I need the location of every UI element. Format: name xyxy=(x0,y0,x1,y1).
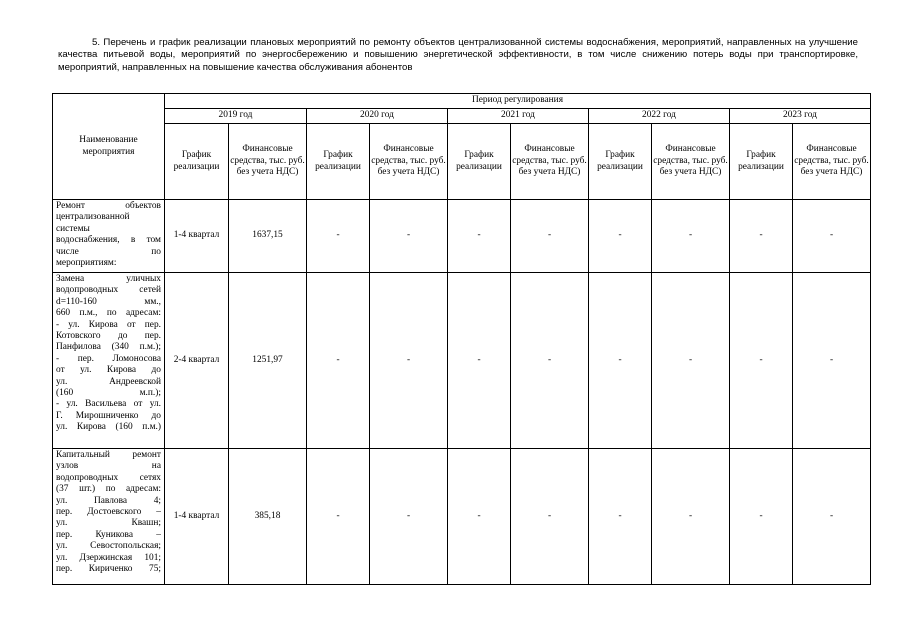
event-name-line: пер. Кириченко 75; xyxy=(56,564,161,575)
schedule-cell-value: - xyxy=(759,230,763,241)
schedule-column-header xyxy=(448,124,511,200)
finance-cell-value: - xyxy=(688,230,693,241)
finance-cell xyxy=(229,273,307,449)
finance-cell-value: - xyxy=(688,510,693,521)
year-header xyxy=(730,109,871,124)
schedule-column-label: График реализации xyxy=(738,150,784,172)
schedule-cell-value: - xyxy=(477,510,481,521)
finance-cell xyxy=(511,449,589,585)
event-name-line: Г. Мирошниченко до xyxy=(56,410,161,421)
finance-cell xyxy=(793,273,871,449)
schedule-column-label: График реализации xyxy=(173,150,220,172)
schedule-column-header xyxy=(730,124,793,200)
event-name-line: водопроводных сетях xyxy=(56,472,161,483)
schedule-column-header xyxy=(165,124,229,200)
event-name-line: водопроводных сетей xyxy=(56,285,161,296)
finance-column-label: Финансовые средства, тыс. руб. без учета НДС) xyxy=(653,144,728,178)
finance-column-header xyxy=(652,124,730,200)
schedule-cell-value: - xyxy=(336,230,340,241)
schedule-cell xyxy=(307,200,370,273)
event-name-line: d=110-160 мм., xyxy=(56,296,161,307)
schedule-cell xyxy=(165,449,229,585)
event-name-line: - ул. Васильева от ул. xyxy=(56,399,161,410)
finance-cell-value: - xyxy=(547,510,552,521)
finance-cell-value: - xyxy=(829,354,834,365)
schedule-cell xyxy=(589,273,652,449)
year-label: 2021 год xyxy=(501,110,535,121)
event-name-line: водоснабжения, в том xyxy=(56,235,161,246)
finance-cell xyxy=(370,200,448,273)
event-name-line: Замена уличных xyxy=(56,274,161,284)
schedule-cell xyxy=(448,449,511,585)
finance-cell-value: - xyxy=(406,510,411,521)
finance-cell xyxy=(370,273,448,449)
finance-cell-value: 1637,15 xyxy=(252,230,283,241)
event-name-line: (37 шт.) по адресам: xyxy=(56,484,161,495)
finance-cell xyxy=(652,273,730,449)
event-name-line: Ремонт объектов xyxy=(56,201,161,211)
schedule-column-header xyxy=(307,124,370,200)
event-name-line: - пер. Ломоносова xyxy=(56,353,161,364)
finance-cell xyxy=(652,200,730,273)
event-name-line: ул. Севостопольская; xyxy=(56,541,161,552)
event-name-line: ул. Кирова (160 п.м.) xyxy=(56,422,161,433)
finance-cell xyxy=(793,200,871,273)
event-name-line: пер. Куникова – xyxy=(56,529,161,540)
event-name-line: - ул. Кирова от пер. xyxy=(56,319,161,330)
event-name-cell xyxy=(53,200,165,273)
event-name-line: ул. Дзержинская 101; xyxy=(56,552,161,563)
period-header xyxy=(165,94,871,109)
event-name-line: ул. Павлова 4; xyxy=(56,495,161,506)
finance-cell xyxy=(229,200,307,273)
schedule-cell xyxy=(448,273,511,449)
event-name-line: централизованной xyxy=(56,212,130,223)
event-name-line: пер. Достоевского – xyxy=(56,507,161,518)
event-name-line: ул. Квашн; xyxy=(56,518,161,529)
event-name-line: системы xyxy=(56,223,90,234)
finance-column-header xyxy=(793,124,871,200)
schedule-cell-value: - xyxy=(618,510,622,521)
event-name-line: 660 п.м., по адресам: xyxy=(56,308,161,319)
event-name-line: мероприятиям: xyxy=(56,258,117,269)
schedule-cell xyxy=(307,273,370,449)
finance-cell-value: - xyxy=(829,230,834,241)
schedule-cell xyxy=(165,273,229,449)
event-name-cell xyxy=(53,273,165,449)
schedule-cell-value: 2-4 квартал xyxy=(173,354,220,365)
event-name-line: (160 м.п.); xyxy=(56,388,161,399)
finance-cell-value: - xyxy=(688,354,693,365)
finance-cell xyxy=(229,449,307,585)
year-label: 2023 год xyxy=(783,110,817,121)
year-header xyxy=(307,109,448,124)
schedule-column-label: График реализации xyxy=(597,150,643,172)
section-heading: 5. Перечень и график реализации плановых мероприятий по ремонту объектов централизованной системы водоснабжения, мероприятий, направленных на улучшение качества питьевой воды, мероприятий по энергосбережению и повышению энергетической эффективности, в том числе снижению потерь воды при транспортировке, мероприятий, направленных на повышение качества обслуживания абонентов xyxy=(58,37,858,73)
finance-cell-value: - xyxy=(547,354,552,365)
schedule-cell-value: - xyxy=(618,230,622,241)
schedule-cell-value: - xyxy=(477,354,481,365)
finance-cell xyxy=(511,200,589,273)
schedule-column-label: График реализации xyxy=(456,150,502,172)
table-body xyxy=(53,200,871,585)
year-header xyxy=(165,109,307,124)
event-name-line: Котовского до пер. xyxy=(56,331,161,342)
schedule-cell-value: - xyxy=(336,354,340,365)
finance-cell xyxy=(370,449,448,585)
name-column-header-text: Наименование мероприятия xyxy=(79,135,138,157)
schedule-column-header xyxy=(589,124,652,200)
schedule-cell xyxy=(730,273,793,449)
schedule-cell xyxy=(730,449,793,585)
schedule-cell xyxy=(730,200,793,273)
year-label: 2022 год xyxy=(642,110,676,121)
finance-column-label: Финансовые средства, тыс. руб. без учета НДС) xyxy=(230,144,305,178)
year-header xyxy=(448,109,589,124)
schedule-cell-value: - xyxy=(477,230,481,241)
finance-column-label: Финансовые средства, тыс. руб. без учета НДС) xyxy=(512,144,587,178)
schedule-cell xyxy=(448,200,511,273)
finance-cell xyxy=(511,273,589,449)
table-row xyxy=(53,273,871,449)
event-name-cell xyxy=(53,449,165,585)
finance-column-header xyxy=(370,124,448,200)
event-name-line: от ул. Кирова до xyxy=(56,365,161,376)
period-header-text: Период регулирования xyxy=(471,95,564,106)
name-column-header xyxy=(53,94,165,200)
event-name-line: Капитальный ремонт xyxy=(56,450,161,460)
schedule-cell-value: - xyxy=(618,354,622,365)
event-name-line: Панфилова (340 п.м.); xyxy=(56,342,161,353)
event-name-line: узлов на xyxy=(56,461,161,472)
table-row xyxy=(53,200,871,273)
finance-column-header xyxy=(511,124,589,200)
finance-cell-value: 1251,97 xyxy=(252,354,283,365)
schedule-cell-value: - xyxy=(336,510,340,521)
schedule-column-label: График реализации xyxy=(315,150,361,172)
schedule-cell-value: - xyxy=(759,510,763,521)
schedule-cell xyxy=(165,200,229,273)
finance-cell-value: - xyxy=(829,510,834,521)
schedule-cell xyxy=(307,449,370,585)
year-header xyxy=(589,109,730,124)
finance-column-label: Финансовые средства, тыс. руб. без учета НДС) xyxy=(371,144,446,178)
finance-column-label: Финансовые средства, тыс. руб. без учета НДС) xyxy=(794,144,869,178)
finance-cell-value: - xyxy=(406,230,411,241)
finance-cell xyxy=(652,449,730,585)
finance-cell-value: 385,18 xyxy=(254,510,281,521)
finance-cell-value: - xyxy=(406,354,411,365)
schedule-cell-value: 1-4 квартал xyxy=(173,230,220,241)
event-name-line: ул. Андреевской xyxy=(56,376,161,387)
table-row xyxy=(53,449,871,585)
finance-column-header xyxy=(229,124,307,200)
year-label: 2019 год xyxy=(218,110,253,121)
finance-cell xyxy=(793,449,871,585)
event-name-line: числе по xyxy=(56,246,161,257)
year-label: 2020 год xyxy=(360,110,394,121)
finance-cell-value: - xyxy=(547,230,552,241)
schedule-cell-value: 1-4 квартал xyxy=(173,510,220,521)
schedule-cell xyxy=(589,449,652,585)
schedule-cell-value: - xyxy=(759,354,763,365)
schedule-table xyxy=(52,93,871,585)
schedule-cell xyxy=(589,200,652,273)
